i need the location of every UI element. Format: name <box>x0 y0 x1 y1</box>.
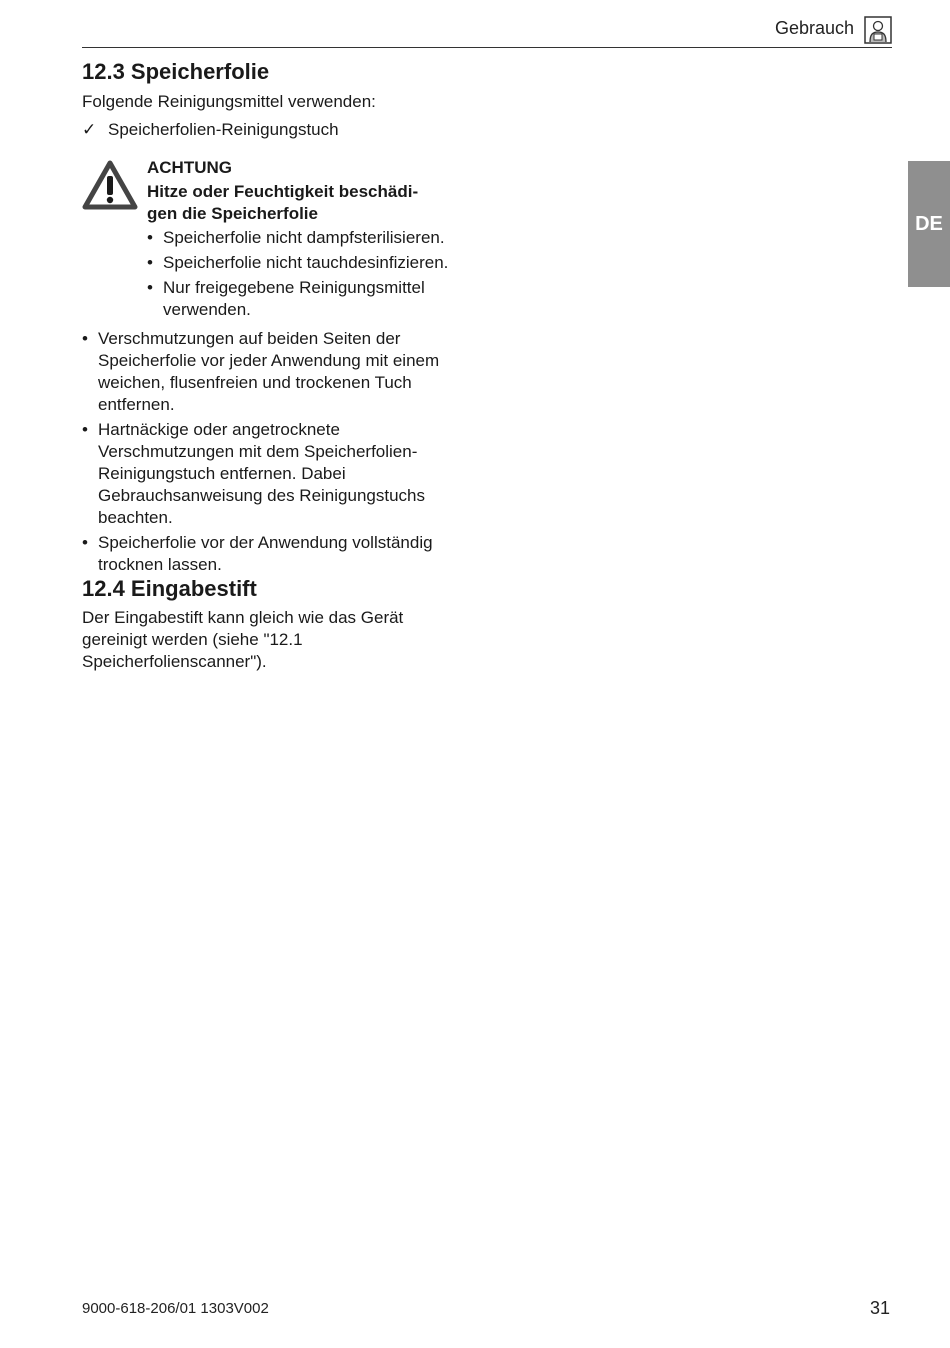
header-rule <box>82 47 892 48</box>
warning-box <box>147 157 477 321</box>
body-text: Der Eingabestift kann gleich wie das Gerät gereinigt werden (siehe "12.1 Speicherfolienscanner"). <box>82 608 404 671</box>
section-heading: 12.3 Speicherfolie <box>82 59 270 84</box>
warning-title-line-1: Hitze oder Feuchtigkeit beschädi- <box>147 182 419 201</box>
warning-bullet: • Speicherfolie nicht tauchdesinfizieren. <box>147 253 449 272</box>
intro-text: Folgende Reinigungsmittel verwenden: <box>82 92 376 111</box>
check-item <box>82 119 339 141</box>
section-12-4 <box>82 575 462 673</box>
warning-triangle-icon <box>82 160 138 210</box>
section-heading: 12.4 Eingabestift <box>82 576 257 601</box>
page-number: 31 <box>869 1298 890 1318</box>
list-item: • Speicherfolie vor der Anwendung vollständig trocknen lassen. <box>82 533 433 574</box>
warning-title-line-2: gen die Speicherfolie <box>147 204 318 223</box>
check-item-label: Speicherfolien-Reinigungstuch <box>108 120 339 139</box>
list-item: • Hartnäckige oder angetrocknete Verschmutzungen mit dem Speicherfolien-Reinigungstuch entfernen. Dabei Gebrauchsanweisung des Reinigungstuchs beachten. <box>82 420 425 527</box>
checkmark-icon: ✓ <box>82 120 97 139</box>
document-number: 9000-618-206/01 1303V002 <box>82 1300 269 1317</box>
list-item: • Verschmutzungen auf beiden Seiten der Speicherfolie vor jeder Anwendung mit einem weichen, flusenfreien und trockenen Tuch entfernen. <box>82 329 440 414</box>
cleaning-steps-list <box>82 328 472 579</box>
user-manual-icon <box>864 16 892 44</box>
warning-label: ACHTUNG <box>147 158 232 177</box>
language-tab: DE <box>908 161 950 287</box>
section-12-3 <box>82 58 472 113</box>
running-header-title: Gebrauch <box>774 18 854 38</box>
warning-bullet: • Nur freigegebene Reinigungsmittel verwenden. <box>147 278 425 319</box>
warning-bullet: • Speicherfolie nicht dampfsterilisieren. <box>147 228 445 247</box>
